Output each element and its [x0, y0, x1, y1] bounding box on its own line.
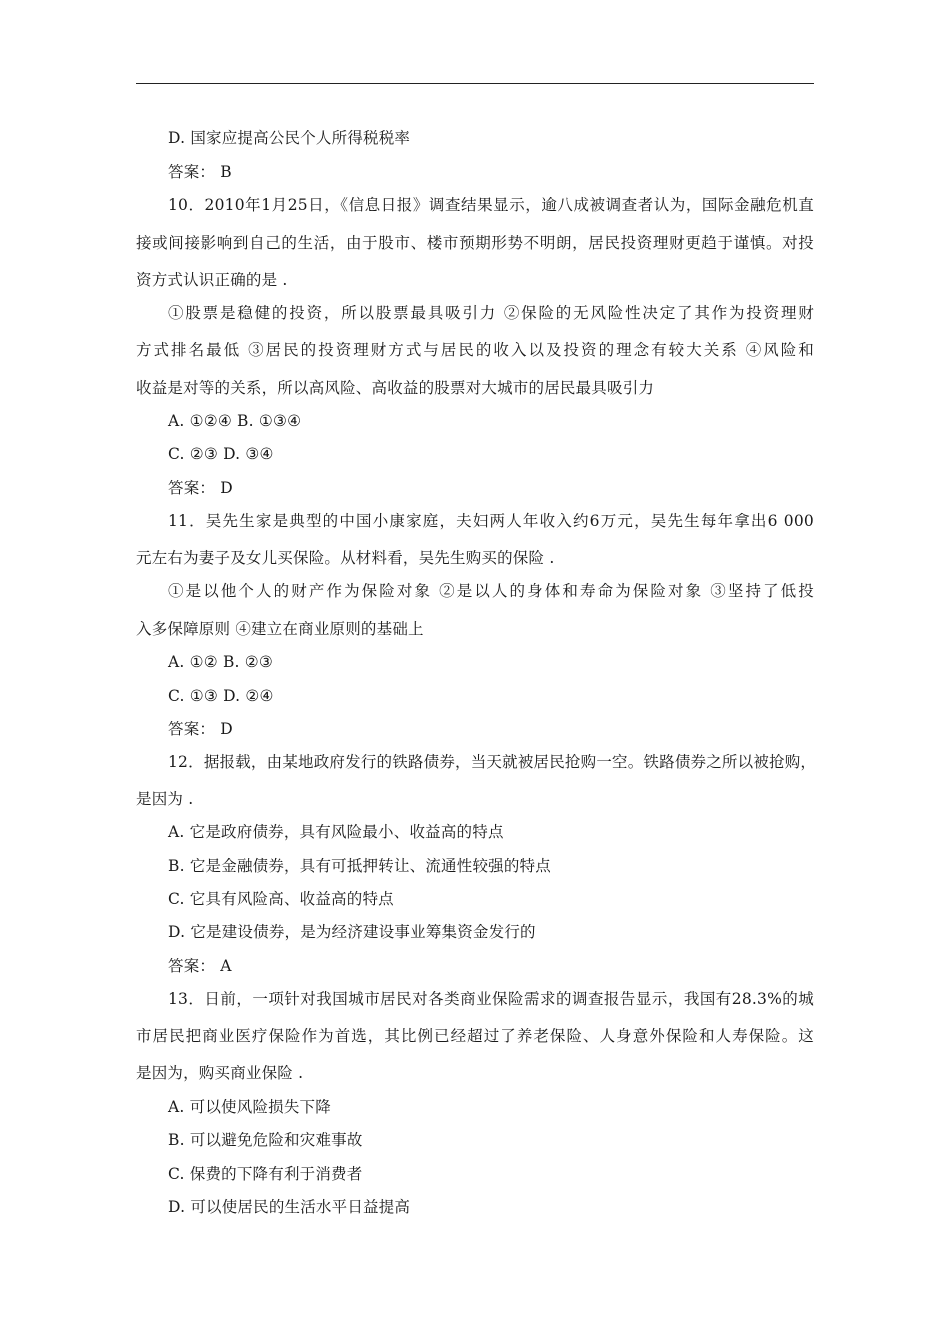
answer-10: 答案： D	[168, 479, 233, 497]
question-10-options-ab: A. ①②④ B. ①③④	[168, 412, 302, 430]
question-13-option-c: C. 保费的下降有利于消费者	[168, 1165, 363, 1183]
question-10-line-1: 10．2010年1月25日，《信息日报》调查结果显示，逾八成被调查者认为，国际金融危机直	[168, 196, 814, 214]
question-13-line-2: 市居民把商业医疗保险作为首选，其比例已经超过了养老保险、人身意外保险和人寿保险。这	[136, 1027, 814, 1045]
question-10-line-2: 接或间接影响到自己的生活，由于股市、楼市预期形势不明朗，居民投资理财更趋于谨慎。对投	[136, 234, 814, 252]
question-11-statements-2: 入多保障原则 ④建立在商业原则的基础上	[136, 620, 424, 638]
question-11-statements-1: ①是以他个人的财产作为保险对象 ②是以人的身体和寿命为保险对象 ③坚持了低投	[168, 582, 814, 600]
question-12-line-1: 12．据报载，由某地政府发行的铁路债券，当天就被居民抢购一空。铁路债券之所以被抢购，	[168, 753, 817, 771]
question-13-option-d: D. 可以使居民的生活水平日益提高	[168, 1198, 411, 1216]
question-13-option-a: A. 可以使风险损失下降	[168, 1098, 331, 1116]
question-12-option-d: D. 它是建设债券，是为经济建设事业筹集资金发行的	[168, 923, 536, 941]
header-rule	[136, 83, 814, 84]
question-12-option-c: C. 它具有风险高、收益高的特点	[168, 890, 394, 908]
question-13-option-b: B. 可以避免危险和灾难事故	[168, 1131, 363, 1149]
question-11-line-1: 11．吴先生家是典型的中国小康家庭，夫妇两人年收入约6万元，吴先生每年拿出6 000	[168, 512, 814, 530]
answer-9: 答案： B	[168, 163, 232, 181]
question-10-statements-1: ①股票是稳健的投资，所以股票最具吸引力 ②保险的无风险性决定了其作为投资理财	[168, 304, 814, 322]
question-10-statements-3: 收益是对等的关系，所以高风险、高收益的股票对大城市的居民最具吸引力	[136, 379, 655, 397]
question-12-option-a: A. 它是政府债券，具有风险最小、收益高的特点	[168, 823, 504, 841]
option-9d: D. 国家应提高公民个人所得税税率	[168, 129, 411, 147]
question-10-options-cd: C. ②③ D. ③④	[168, 445, 274, 463]
question-10-statements-2: 方式排名最低 ③居民的投资理财方式与居民的收入以及投资的理念有较大关系 ④风险和	[136, 341, 814, 359]
question-10-line-3: 资方式认识正确的是 .	[136, 271, 288, 289]
answer-12: 答案： A	[168, 957, 232, 975]
question-12-line-2: 是因为 .	[136, 790, 194, 808]
question-13-line-3: 是因为，购买商业保险 .	[136, 1064, 304, 1082]
question-11-line-2: 元左右为妻子及女儿买保险。从材料看，吴先生购买的保险 .	[136, 549, 555, 567]
question-13-line-1: 13．日前，一项针对我国城市居民对各类商业保险需求的调查报告显示，我国有28.3%的城	[168, 990, 814, 1008]
question-11-options-cd: C. ①③ D. ②④	[168, 687, 274, 705]
answer-11: 答案： D	[168, 720, 233, 738]
question-11-options-ab: A. ①② B. ②③	[168, 653, 274, 671]
question-12-option-b: B. 它是金融债券，具有可抵押转让、流通性较强的特点	[168, 857, 551, 875]
